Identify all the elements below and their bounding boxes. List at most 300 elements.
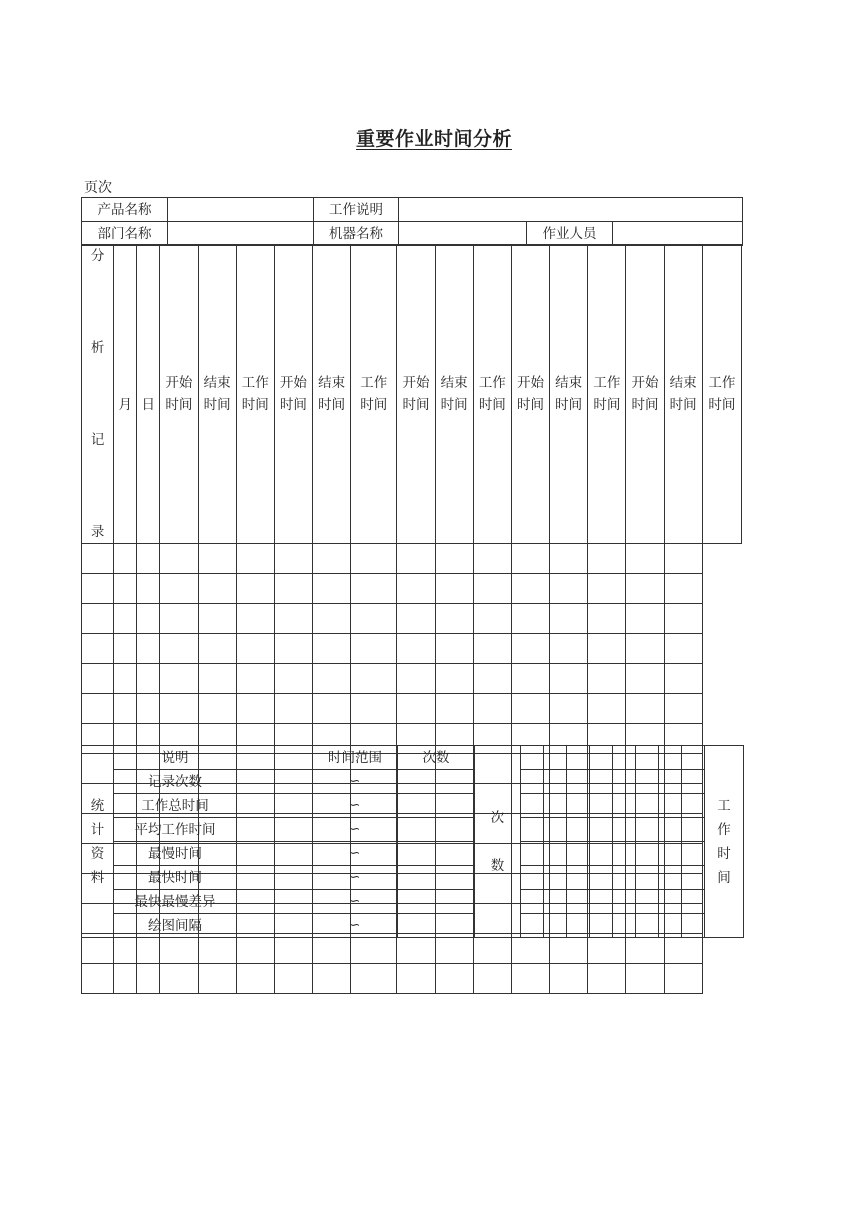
- stats-count-field[interactable]: [398, 866, 475, 890]
- histogram-cell[interactable]: [613, 818, 636, 842]
- stats-desc-header: 说明: [114, 746, 237, 770]
- stats-row: [82, 842, 744, 866]
- record-cell[interactable]: [274, 604, 312, 634]
- column-header-bottom: 时间: [708, 397, 736, 413]
- record-cell[interactable]: [313, 544, 351, 574]
- histogram-cell[interactable]: [636, 818, 659, 842]
- record-cell[interactable]: [160, 634, 198, 664]
- stats-count-field[interactable]: [398, 890, 475, 914]
- histogram-cell[interactable]: [521, 746, 544, 770]
- column-header-top: 工作: [593, 375, 621, 391]
- month-header: [114, 245, 137, 544]
- record-cell[interactable]: [588, 694, 626, 724]
- record-cell[interactable]: [137, 604, 160, 634]
- record-cell[interactable]: [397, 634, 435, 664]
- column-header-bottom: 时间: [593, 397, 621, 413]
- record-cell[interactable]: [626, 604, 664, 634]
- histogram-cell[interactable]: [613, 770, 636, 794]
- record-cell[interactable]: [473, 964, 511, 994]
- dept-name-label: 部门名称: [82, 222, 168, 246]
- record-cell[interactable]: [160, 934, 198, 964]
- histogram-cell[interactable]: [636, 914, 659, 938]
- record-cell[interactable]: [511, 934, 549, 964]
- time-column-header: [588, 245, 626, 544]
- histogram-cell[interactable]: [544, 914, 567, 938]
- record-cell[interactable]: [160, 544, 198, 574]
- record-cell[interactable]: [588, 664, 626, 694]
- record-cell[interactable]: [313, 964, 351, 994]
- record-cell[interactable]: [550, 664, 588, 694]
- record-cell[interactable]: [550, 634, 588, 664]
- histogram-cell[interactable]: [636, 890, 659, 914]
- page-title: 重要作业时间分析: [355, 128, 512, 150]
- record-cell[interactable]: [198, 934, 236, 964]
- record-cell[interactable]: [550, 604, 588, 634]
- record-cell[interactable]: [82, 544, 114, 574]
- record-cell[interactable]: [626, 634, 664, 664]
- histogram-cell[interactable]: [613, 794, 636, 818]
- record-cell[interactable]: [626, 694, 664, 724]
- record-cell[interactable]: [511, 604, 549, 634]
- histogram-cell[interactable]: [590, 914, 613, 938]
- record-cell[interactable]: [473, 694, 511, 724]
- record-cell[interactable]: [198, 604, 236, 634]
- record-cell[interactable]: [82, 574, 114, 604]
- histogram-cell[interactable]: [590, 842, 613, 866]
- record-cell[interactable]: [473, 574, 511, 604]
- record-cell[interactable]: [397, 934, 435, 964]
- histogram-cell[interactable]: [636, 770, 659, 794]
- record-cell[interactable]: [313, 694, 351, 724]
- histogram-cell[interactable]: [590, 866, 613, 890]
- histogram-cell[interactable]: [659, 866, 682, 890]
- histogram-cell[interactable]: [567, 866, 590, 890]
- time-column-header: [702, 245, 741, 544]
- record-row: [82, 694, 742, 724]
- histogram-cell[interactable]: [613, 890, 636, 914]
- record-cell[interactable]: [435, 634, 473, 664]
- record-cell[interactable]: [114, 664, 137, 694]
- histogram-cell[interactable]: [659, 818, 682, 842]
- histogram-cell[interactable]: [567, 818, 590, 842]
- record-cell[interactable]: [313, 664, 351, 694]
- stats-item-label: 平均工作时间: [114, 818, 237, 842]
- record-cell[interactable]: [351, 934, 397, 964]
- column-header-top: 开始: [165, 375, 193, 391]
- record-cell[interactable]: [397, 574, 435, 604]
- time-column-header: [626, 245, 664, 544]
- stats-range-field[interactable]: ∽: [313, 866, 398, 890]
- record-row: [82, 574, 742, 604]
- month-label: 月: [118, 397, 132, 413]
- record-cell[interactable]: [82, 634, 114, 664]
- time-column-header: [160, 245, 198, 544]
- record-cell[interactable]: [626, 964, 664, 994]
- record-cell[interactable]: [435, 694, 473, 724]
- stats-side-label-char: 资: [90, 845, 105, 862]
- record-cell[interactable]: [588, 634, 626, 664]
- stats-item-label: 最快最慢差异: [114, 890, 237, 914]
- histogram-cell[interactable]: [590, 746, 613, 770]
- stats-range-field[interactable]: ∽: [313, 914, 398, 938]
- record-cell[interactable]: [588, 574, 626, 604]
- record-cell[interactable]: [351, 604, 397, 634]
- stats-value-field[interactable]: [237, 842, 313, 866]
- record-cell[interactable]: [274, 934, 312, 964]
- stats-value-field[interactable]: [237, 770, 313, 794]
- histogram-cell[interactable]: [567, 770, 590, 794]
- histogram-cell[interactable]: [659, 842, 682, 866]
- product-name-field[interactable]: [168, 198, 314, 222]
- record-cell[interactable]: [198, 574, 236, 604]
- record-cell[interactable]: [114, 694, 137, 724]
- time-column-header: [198, 245, 236, 544]
- record-cell[interactable]: [274, 634, 312, 664]
- record-cell[interactable]: [435, 604, 473, 634]
- record-cell[interactable]: [114, 604, 137, 634]
- histogram-cell[interactable]: [544, 842, 567, 866]
- record-cell[interactable]: [351, 694, 397, 724]
- histogram-cell[interactable]: [590, 818, 613, 842]
- stats-range-field[interactable]: ∽: [313, 842, 398, 866]
- record-cell[interactable]: [198, 634, 236, 664]
- record-cell[interactable]: [397, 664, 435, 694]
- stats-item-label: 绘图间隔: [114, 914, 237, 938]
- stats-count-field[interactable]: [398, 842, 475, 866]
- histogram-cell[interactable]: [682, 866, 705, 890]
- record-cell[interactable]: [82, 604, 114, 634]
- record-cell[interactable]: [114, 544, 137, 574]
- column-header-bottom: 时间: [318, 397, 346, 413]
- column-header-top: 结束: [669, 375, 697, 391]
- histogram-cell[interactable]: [590, 794, 613, 818]
- record-cell[interactable]: [114, 934, 137, 964]
- record-cell[interactable]: [137, 964, 160, 994]
- column-header-top: 结束: [318, 375, 346, 391]
- record-cell[interactable]: [351, 664, 397, 694]
- record-cell[interactable]: [313, 604, 351, 634]
- record-cell[interactable]: [550, 934, 588, 964]
- histogram-cell[interactable]: [590, 890, 613, 914]
- record-cell[interactable]: [511, 544, 549, 574]
- record-cell[interactable]: [511, 634, 549, 664]
- record-cell[interactable]: [511, 964, 549, 994]
- histogram-cell[interactable]: [659, 890, 682, 914]
- record-cell[interactable]: [511, 664, 549, 694]
- record-cell[interactable]: [198, 544, 236, 574]
- record-cell[interactable]: [313, 934, 351, 964]
- histogram-cell[interactable]: [521, 866, 544, 890]
- time-column-header: [511, 245, 549, 544]
- stats-count-field[interactable]: [398, 914, 475, 938]
- work-desc-label: 工作说明: [314, 198, 399, 222]
- time-column-header: [435, 245, 473, 544]
- record-cell[interactable]: [137, 544, 160, 574]
- stats-value-field[interactable]: [237, 914, 313, 938]
- stats-row: [82, 770, 744, 794]
- record-cell[interactable]: [473, 634, 511, 664]
- record-cell[interactable]: [351, 634, 397, 664]
- operator-label: 作业人员: [527, 222, 613, 246]
- histogram-cell[interactable]: [521, 818, 544, 842]
- histogram-cell[interactable]: [613, 914, 636, 938]
- histogram-cell[interactable]: [544, 794, 567, 818]
- page-number-label: 页次: [84, 180, 112, 196]
- record-row: [82, 604, 742, 634]
- histogram-cell[interactable]: [567, 914, 590, 938]
- record-header-row: [82, 245, 742, 544]
- column-header-bottom: 时间: [669, 397, 697, 413]
- record-cell[interactable]: [550, 544, 588, 574]
- histogram-cell[interactable]: [636, 842, 659, 866]
- histogram-cell[interactable]: [521, 842, 544, 866]
- column-header-bottom: 时间: [279, 397, 307, 413]
- record-cell[interactable]: [236, 544, 274, 574]
- histogram-cell[interactable]: [682, 890, 705, 914]
- record-cell[interactable]: [550, 694, 588, 724]
- stats-row: [82, 866, 744, 890]
- record-cell[interactable]: [435, 664, 473, 694]
- stats-value-field[interactable]: [237, 890, 313, 914]
- time-column-header: [664, 245, 702, 544]
- histogram-cell[interactable]: [613, 866, 636, 890]
- record-cell[interactable]: [137, 634, 160, 664]
- record-cell[interactable]: [160, 964, 198, 994]
- histogram-cell[interactable]: [521, 770, 544, 794]
- machine-name-field[interactable]: [399, 222, 527, 246]
- record-cell[interactable]: [588, 964, 626, 994]
- histogram-cell[interactable]: [544, 890, 567, 914]
- record-cell[interactable]: [511, 574, 549, 604]
- record-cell[interactable]: [114, 964, 137, 994]
- work-time-axis-label-char: 工: [717, 797, 731, 814]
- record-cell[interactable]: [114, 634, 137, 664]
- stats-item-label: 最慢时间: [114, 842, 237, 866]
- histogram-cell[interactable]: [521, 794, 544, 818]
- record-cell[interactable]: [160, 574, 198, 604]
- record-row: [82, 634, 742, 664]
- side-char: 录: [90, 524, 105, 540]
- count-axis-char: 次: [490, 809, 505, 826]
- histogram-cell[interactable]: [567, 890, 590, 914]
- info-row-dept: [82, 222, 743, 246]
- stats-count-field[interactable]: [398, 770, 475, 794]
- work-time-axis-label: [705, 746, 744, 938]
- work-desc-field[interactable]: [399, 198, 743, 222]
- day-label: 日: [141, 397, 156, 413]
- record-cell[interactable]: [626, 574, 664, 604]
- record-row: [82, 544, 742, 574]
- record-cell[interactable]: [198, 694, 236, 724]
- record-cell[interactable]: [473, 604, 511, 634]
- record-cell[interactable]: [198, 964, 236, 994]
- side-char: 分: [90, 248, 105, 264]
- histogram-cell[interactable]: [682, 818, 705, 842]
- histogram-cell[interactable]: [682, 746, 705, 770]
- stats-row: [82, 890, 744, 914]
- histogram-cell[interactable]: [613, 842, 636, 866]
- record-cell[interactable]: [626, 664, 664, 694]
- record-cell[interactable]: [397, 544, 435, 574]
- record-cell[interactable]: [626, 544, 664, 574]
- column-header-top: 工作: [360, 375, 388, 391]
- histogram-cell[interactable]: [682, 914, 705, 938]
- histogram-cell[interactable]: [682, 794, 705, 818]
- record-cell[interactable]: [82, 934, 114, 964]
- column-header-bottom: 时间: [203, 397, 231, 413]
- count-axis-char: 数: [490, 857, 505, 874]
- record-row: [82, 934, 742, 964]
- product-name-label: 产品名称: [82, 198, 168, 222]
- column-header-bottom: 时间: [440, 397, 468, 413]
- record-cell[interactable]: [435, 574, 473, 604]
- record-cell[interactable]: [351, 544, 397, 574]
- record-cell[interactable]: [236, 604, 274, 634]
- record-cell[interactable]: [236, 664, 274, 694]
- stats-range-field[interactable]: ∽: [313, 794, 398, 818]
- record-cell[interactable]: [137, 694, 160, 724]
- histogram-cell[interactable]: [567, 746, 590, 770]
- time-column-header: [473, 245, 511, 544]
- histogram-cell[interactable]: [659, 914, 682, 938]
- stats-value-field[interactable]: [237, 818, 313, 842]
- record-cell[interactable]: [137, 574, 160, 604]
- record-cell[interactable]: [435, 544, 473, 574]
- record-cell[interactable]: [664, 664, 702, 694]
- record-cell[interactable]: [664, 934, 702, 964]
- record-cell[interactable]: [236, 694, 274, 724]
- count-axis-label: [475, 746, 521, 938]
- histogram-cell[interactable]: [636, 746, 659, 770]
- record-cell[interactable]: [435, 964, 473, 994]
- column-header-bottom: 时间: [241, 397, 269, 413]
- day-header: [137, 245, 160, 544]
- record-row: [82, 664, 742, 694]
- record-cell[interactable]: [274, 574, 312, 604]
- histogram-cell[interactable]: [659, 770, 682, 794]
- histogram-cell[interactable]: [567, 794, 590, 818]
- record-cell[interactable]: [397, 964, 435, 994]
- column-header-top: 开始: [279, 375, 307, 391]
- record-cell[interactable]: [313, 634, 351, 664]
- histogram-cell[interactable]: [544, 770, 567, 794]
- record-cell[interactable]: [82, 964, 114, 994]
- record-cell[interactable]: [435, 934, 473, 964]
- record-cell[interactable]: [274, 964, 312, 994]
- column-header-bottom: 时间: [165, 397, 193, 413]
- record-cell[interactable]: [82, 694, 114, 724]
- record-cell[interactable]: [626, 934, 664, 964]
- record-cell[interactable]: [160, 604, 198, 634]
- record-cell[interactable]: [664, 544, 702, 574]
- stats-count-field[interactable]: [398, 818, 475, 842]
- histogram-cell[interactable]: [567, 842, 590, 866]
- histogram-cell[interactable]: [682, 842, 705, 866]
- record-cell[interactable]: [588, 934, 626, 964]
- stats-side-label: [82, 746, 114, 938]
- record-cell[interactable]: [160, 694, 198, 724]
- histogram-cell[interactable]: [613, 746, 636, 770]
- record-cell[interactable]: [137, 664, 160, 694]
- record-cell[interactable]: [114, 574, 137, 604]
- record-cell[interactable]: [236, 634, 274, 664]
- time-column-header: [351, 245, 397, 544]
- record-cell[interactable]: [274, 544, 312, 574]
- record-cell[interactable]: [588, 544, 626, 574]
- time-column-header: [397, 245, 435, 544]
- histogram-cell[interactable]: [590, 770, 613, 794]
- record-cell[interactable]: [274, 664, 312, 694]
- record-cell[interactable]: [473, 544, 511, 574]
- stats-range-header: 时间范围: [313, 746, 398, 770]
- record-cell[interactable]: [351, 964, 397, 994]
- record-cell[interactable]: [160, 664, 198, 694]
- stats-range-field[interactable]: ∽: [313, 818, 398, 842]
- record-cell[interactable]: [664, 964, 702, 994]
- histogram-cell[interactable]: [659, 794, 682, 818]
- record-cell[interactable]: [274, 694, 312, 724]
- record-cell[interactable]: [664, 574, 702, 604]
- record-cell[interactable]: [550, 574, 588, 604]
- stats-range-field[interactable]: ∽: [313, 890, 398, 914]
- record-cell[interactable]: [351, 574, 397, 604]
- column-header-bottom: 时间: [516, 397, 544, 413]
- column-header-top: 工作: [241, 375, 269, 391]
- histogram-cell[interactable]: [521, 914, 544, 938]
- record-cell[interactable]: [473, 934, 511, 964]
- histogram-cell[interactable]: [544, 746, 567, 770]
- histogram-cell[interactable]: [636, 794, 659, 818]
- record-cell[interactable]: [550, 964, 588, 994]
- operator-field[interactable]: [613, 222, 743, 246]
- histogram-cell[interactable]: [682, 770, 705, 794]
- dept-name-field[interactable]: [168, 222, 314, 246]
- record-cell[interactable]: [236, 934, 274, 964]
- record-cell[interactable]: [236, 964, 274, 994]
- record-cell[interactable]: [473, 664, 511, 694]
- record-cell[interactable]: [236, 574, 274, 604]
- histogram-cell[interactable]: [544, 818, 567, 842]
- histogram-cell[interactable]: [521, 890, 544, 914]
- record-cell[interactable]: [511, 694, 549, 724]
- record-cell[interactable]: [137, 934, 160, 964]
- side-char: 析: [90, 340, 105, 356]
- record-cell[interactable]: [664, 694, 702, 724]
- record-cell[interactable]: [397, 604, 435, 634]
- stats-value-field[interactable]: [237, 866, 313, 890]
- record-cell[interactable]: [313, 574, 351, 604]
- stats-count-field[interactable]: [398, 794, 475, 818]
- stats-count-header: 次数: [398, 746, 475, 770]
- column-header-top: 结束: [203, 375, 231, 391]
- histogram-cell[interactable]: [544, 866, 567, 890]
- time-column-header: [274, 245, 312, 544]
- record-cell[interactable]: [82, 664, 114, 694]
- record-cell[interactable]: [664, 604, 702, 634]
- record-cell[interactable]: [664, 634, 702, 664]
- record-cell[interactable]: [397, 694, 435, 724]
- column-header-bottom: 时间: [478, 397, 506, 413]
- histogram-cell[interactable]: [659, 746, 682, 770]
- histogram-cell[interactable]: [636, 866, 659, 890]
- record-cell[interactable]: [198, 664, 236, 694]
- stats-value-field[interactable]: [237, 794, 313, 818]
- record-cell[interactable]: [588, 604, 626, 634]
- info-row-product: [82, 198, 743, 222]
- stats-range-field[interactable]: ∽: [313, 770, 398, 794]
- info-table: [81, 197, 743, 246]
- stats-item-label: 记录次数: [114, 770, 237, 794]
